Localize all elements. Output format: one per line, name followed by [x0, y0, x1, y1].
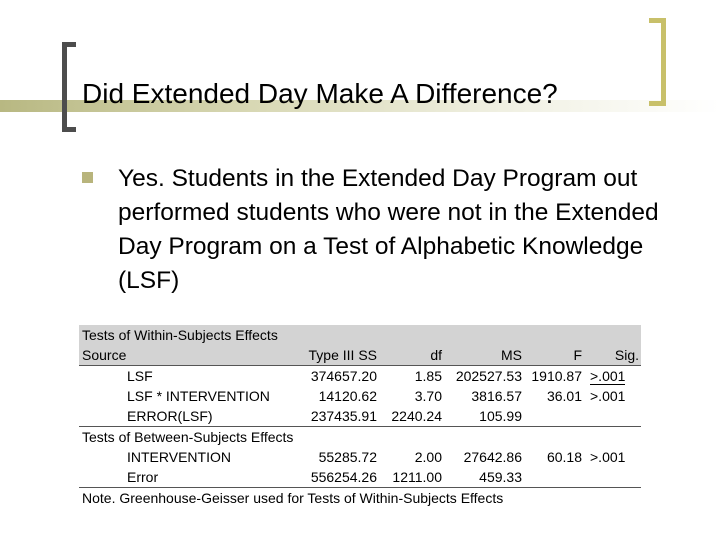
row-f [524, 406, 584, 427]
row-sig [584, 467, 641, 488]
table-row [79, 467, 641, 488]
row-f: 60.18 [546, 449, 582, 465]
right-bracket-decoration [649, 18, 666, 106]
between-subjects-header: Tests of Between-Subjects Effects [82, 429, 294, 445]
row-df: 1.85 [414, 368, 442, 384]
anova-results-table [79, 325, 641, 508]
col-header-ss: Type III SS [289, 345, 379, 366]
between-subjects-header-row [79, 427, 641, 448]
row-source: Error [79, 467, 289, 488]
bullet-square-icon [82, 172, 93, 183]
within-subjects-header-row [79, 325, 641, 345]
col-header-ms: MS [444, 345, 524, 366]
row-sig [584, 406, 641, 427]
table-note-row [79, 488, 641, 509]
row-ss: 237435.91 [289, 406, 379, 427]
table-row [79, 447, 641, 467]
row-ss: 374657.20 [310, 368, 377, 384]
within-subjects-header: Tests of Within-Subjects Effects [79, 325, 641, 345]
row-f: 36.01 [546, 388, 582, 404]
row-sig: >.001 [590, 388, 626, 404]
row-sig: >.001 [590, 449, 626, 465]
slide-title: Did Extended Day Make A Difference? [82, 78, 558, 109]
row-df: 3.70 [414, 388, 442, 404]
row-ms: 3816.57 [471, 388, 522, 404]
row-ss: 14120.62 [318, 388, 377, 404]
row-df: 2240.24 [379, 406, 444, 427]
row-df: 1211.00 [379, 467, 444, 488]
left-bracket-decoration [62, 42, 76, 132]
row-ms: 27642.86 [463, 449, 522, 465]
col-header-df: df [379, 345, 444, 366]
row-df: 2.00 [414, 449, 442, 465]
row-ms: 202527.53 [455, 368, 522, 384]
row-ms: 105.99 [444, 406, 524, 427]
row-source: ERROR(LSF) [79, 406, 289, 427]
table-row [79, 366, 641, 387]
row-ss: 55285.72 [318, 449, 377, 465]
table-note: Note. Greenhouse-Geisser used for Tests of Within-Subjects Effects [82, 490, 504, 506]
row-sig: >.001 [590, 368, 626, 384]
col-header-sig: Sig. [584, 345, 641, 366]
row-f [524, 467, 584, 488]
table-row [79, 406, 641, 427]
row-ss: 556254.26 [289, 467, 379, 488]
row-ms: 459.33 [444, 467, 524, 488]
row-source: LSF [127, 368, 153, 384]
col-header-f: F [524, 345, 584, 366]
column-header-row [79, 345, 641, 366]
row-f: 1910.87 [531, 368, 582, 384]
row-source: INTERVENTION [127, 449, 231, 465]
bullet-text: Yes. Students in the Extended Day Program out performed students who were not in the Extended Day Program on a Test of Alphabetic Knowledge (LSF) [118, 165, 659, 294]
row-source: LSF * INTERVENTION [127, 388, 270, 404]
col-header-source: Source [79, 345, 289, 366]
table-row [79, 386, 641, 406]
